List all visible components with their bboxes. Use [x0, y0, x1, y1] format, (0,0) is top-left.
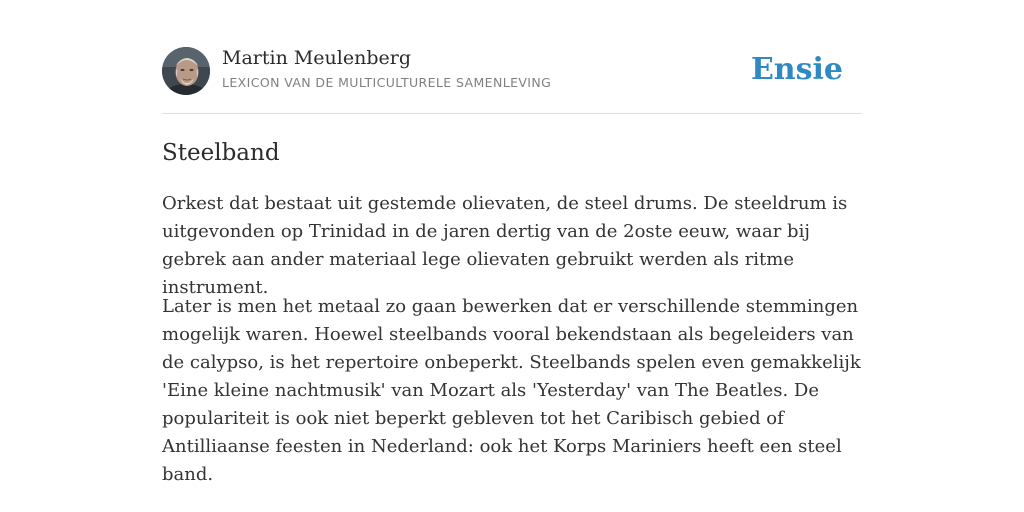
author-name[interactable]: Martin Meulenberg [222, 47, 411, 69]
header-divider [162, 113, 862, 114]
article-card [162, 0, 862, 512]
article-title: Steelband [162, 140, 280, 166]
author-photo [162, 47, 210, 95]
article-paragraph-1: Orkest dat bestaat uit gestemde olievaten, de steel drums. De steeldrum is uitgevonden op Trinidad in de jaren dertig van de 2oste eeuw, waar bij gebrek aan ander materiaal lege olievaten gebruikt werden als ritme instrument. [162, 193, 848, 298]
collection-name[interactable]: LEXICON VAN DE MULTICULTURELE SAMENLEVING [222, 75, 552, 90]
ensie-logo[interactable]: Ensie [750, 52, 843, 87]
author-avatar[interactable] [162, 47, 210, 95]
article-paragraph-2: Later is men het metaal zo gaan bewerken dat er verschillende stemmingen mogelijk waren. Hoewel steelbands vooral bekendstaan als begeleiders van de calypso, is het repertoire onbeperkt. Steelbands spelen even gemakkelijk 'Eine kleine nachtmusik' van Mozart als 'Yesterday' van The Beatles. De populariteit is ook niet beperkt gebleven tot het Caribisch gebied of Antilliaanse feesten in Nederland: ook het Korps Mariniers heeft een steel band. [162, 296, 861, 485]
article-header [162, 46, 862, 96]
